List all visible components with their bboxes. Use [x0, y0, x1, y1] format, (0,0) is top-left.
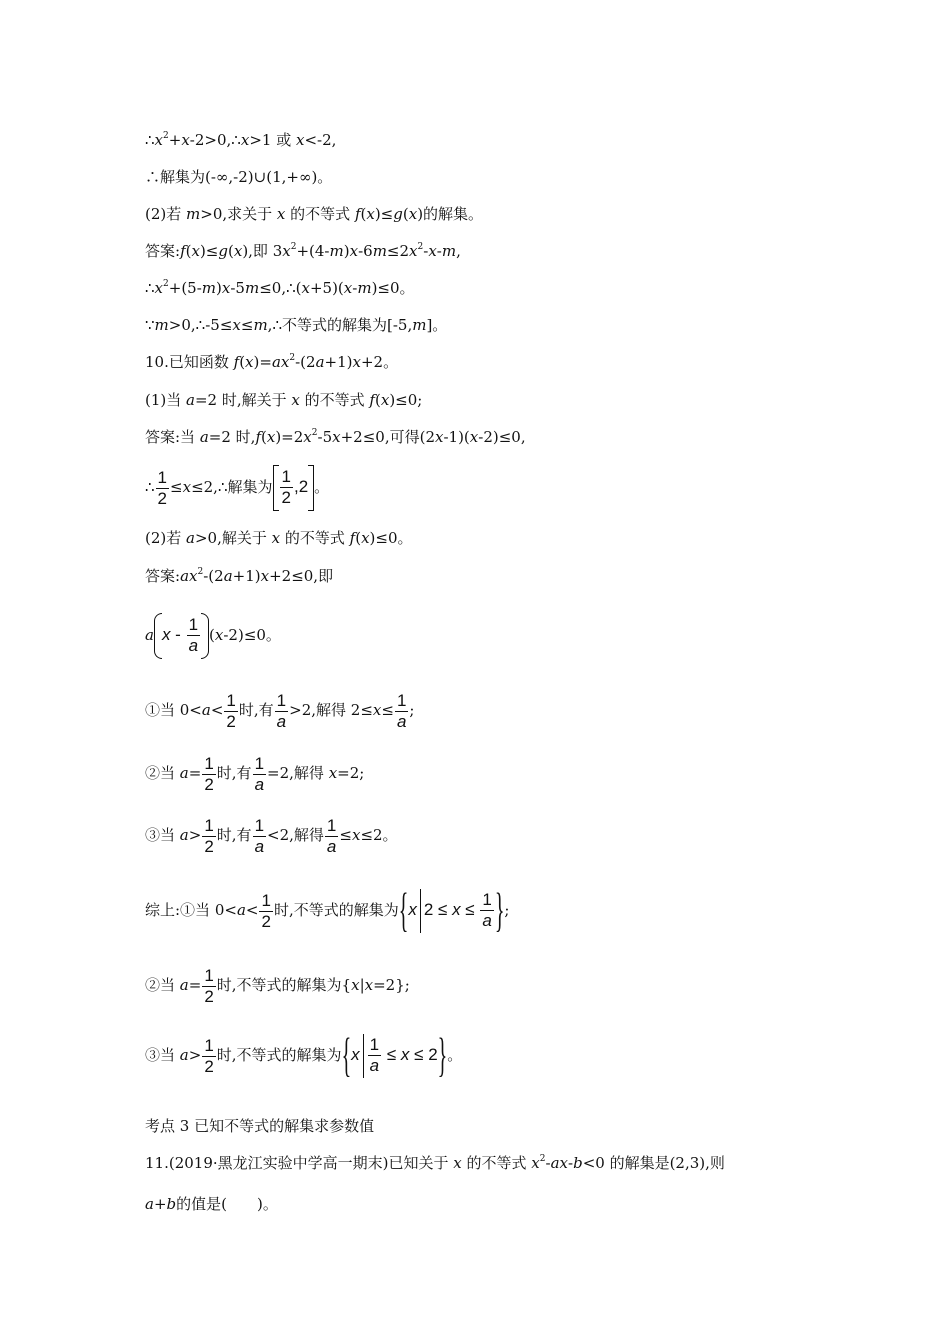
text-line: ∴解集为(-∞,-2)∪(1,+∞)。: [145, 168, 333, 186]
question-10: 10.已知函数 $f(x)=ax^2-(2a+1)x+2$。: [145, 353, 399, 371]
question-11: 11.(2019·黑龙江实验中学高一期末)已知关于 x 的不等式 $x^2-ax-b<0$ 的解集是(2,3),则: [145, 1154, 725, 1172]
text-line: ∴ $\frac{1}{2}$ ≤x≤2,∴解集为 $\frac{1}{2}$ ,2 。: [145, 465, 329, 511]
text-line: (1)当 a=2 时,解关于 x 的不等式 f(x)≤0;: [145, 391, 423, 409]
text-line: $\therefore x^2+x-2>0,\therefore x>1$ 或 x<-2,: [145, 131, 337, 149]
text-line: a x - $\frac{1}{a}$ (x-2)≤0。: [145, 613, 281, 659]
text-line: (2)若 m>0,求关于 x 的不等式 f(x)≤g(x)的解集。: [145, 205, 484, 223]
summary-2: ②当 a= $\frac{1}{2}$ 时,不等式的解集为{x|x=2};: [145, 965, 410, 1006]
fraction: $\frac{1}{2}$: [157, 467, 168, 508]
section-heading: 考点 3 已知不等式的解集求参数值: [145, 1117, 375, 1135]
summary-1: 综上:①当 0<a< $\frac{1}{2}$ 时,不等式的解集为{x 2 ≤ x ≤ $\frac{1}{a}$ };: [145, 884, 510, 938]
text-line: 答案$:ax^2-(2a+1)x+2\le 0$,即: [145, 567, 334, 585]
text-line: 答案:f(x)≤g(x),即 $3x^2+(4-m)x-6m\le 2x^2-x-m$,: [145, 242, 461, 260]
case-3: ③当 a> $\frac{1}{2}$ 时,有 $\frac{1}{a}$ <2,解得 $\frac{1}{a}$ ≤x≤2。: [145, 815, 398, 856]
text-line: a+b的值是( )。: [145, 1195, 278, 1213]
text-line: ∵m>0,∴-5≤x≤m,∴不等式的解集为[-5,m]。: [145, 316, 448, 334]
summary-3: ③当 a> $\frac{1}{2}$ 时,不等式的解集为{x $\frac{1}{a}$ ≤ x ≤ 2}。: [145, 1029, 463, 1083]
case-2: ②当 a= $\frac{1}{2}$ 时,有 $\frac{1}{a}$ =2,解得 x=2;: [145, 753, 365, 794]
text-line: (2)若 a>0,解关于 x 的不等式 f(x)≤0。: [145, 529, 413, 547]
case-1: ①当 0<a< $\frac{1}{2}$ 时,有 $\frac{1}{a}$ >2,解得 2≤x≤ $\frac{1}{a}$ ;: [145, 690, 415, 731]
text-line: $\therefore x^2+(5-m)x-5m\le 0,\therefore(x+5)(x-m)\le 0$。: [145, 279, 415, 297]
text-line: 答案:当 a=2 时$,f(x)=2x^2-5x+2\le 0$,可得(2x-1)(x-2)≤0,: [145, 428, 526, 446]
